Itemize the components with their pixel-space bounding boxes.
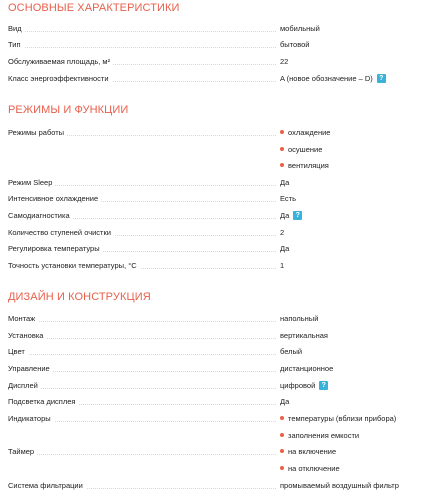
- spec-row-indicators: [0, 411, 422, 427]
- row-divider: [8, 454, 276, 455]
- spec-bullet-item: [280, 446, 336, 457]
- row-divider: [8, 354, 276, 355]
- spec-label: Режимы работы: [8, 128, 67, 137]
- help-icon[interactable]: ?: [319, 381, 328, 390]
- spec-row-control: [0, 361, 422, 377]
- spec-value: Есть: [280, 194, 297, 203]
- spec-row-color: [0, 344, 422, 360]
- spec-label: Тип: [8, 40, 24, 49]
- spec-value: Да: [280, 244, 290, 253]
- spec-value: промываемый воздушный фильтр: [280, 481, 399, 490]
- spec-row-operation-modes: [0, 125, 422, 141]
- row-divider: [8, 321, 276, 322]
- spec-label: Класс энергоэффективности: [8, 74, 112, 83]
- row-divider: [8, 388, 276, 389]
- spec-label: Индикаторы: [8, 414, 54, 423]
- spec-row-display: [0, 378, 422, 394]
- bullet-dot-icon: [280, 433, 284, 437]
- bullet-dot-icon: [280, 130, 284, 134]
- help-icon[interactable]: ?: [293, 211, 302, 220]
- spec-row-kind: [0, 37, 422, 53]
- bullet-text: охлаждение: [288, 128, 331, 137]
- spec-value: [280, 380, 328, 391]
- spec-label: Вид: [8, 24, 25, 33]
- spec-value: Да: [280, 397, 290, 406]
- row-divider: [8, 47, 276, 48]
- spec-label: Подсветка дисплея: [8, 397, 78, 406]
- spec-row-type: [0, 21, 422, 37]
- bullet-text: вентиляция: [288, 161, 329, 170]
- bullet-dot-icon: [280, 466, 284, 470]
- spec-value: белый: [280, 347, 303, 356]
- section-title-modes-functions: РЕЖИМЫ И ФУНКЦИИ: [8, 104, 129, 116]
- spec-row-mounting: [0, 311, 422, 327]
- spec-value-text: цифровой: [280, 381, 316, 390]
- spec-value: мобильный: [280, 24, 320, 33]
- spec-label: Цвет: [8, 347, 28, 356]
- spec-value: [280, 210, 302, 221]
- section-title-design-construction: ДИЗАЙН И КОНСТРУКЦИЯ: [8, 291, 151, 303]
- bullet-dot-icon: [280, 449, 284, 453]
- spec-value: напольный: [280, 314, 319, 323]
- spec-row-timer: [0, 444, 422, 460]
- bullet-text: на включение: [288, 447, 337, 456]
- spec-value-text: A (новое обозначение – D): [280, 74, 373, 83]
- spec-row-timer-cont: [0, 461, 422, 477]
- spec-row-indicators-cont: [0, 428, 422, 444]
- spec-label: Монтаж: [8, 314, 38, 323]
- spec-row-self-diagnostics: [0, 208, 422, 224]
- section-title-main-characteristics: ОСНОВНЫЕ ХАРАКТЕРИСТИКИ: [8, 2, 180, 14]
- spec-value: вертикальная: [280, 331, 328, 340]
- bullet-text: заполнения емкости: [288, 431, 360, 440]
- spec-label: Режим Sleep: [8, 178, 55, 187]
- spec-label: Точность установки температуры, °C: [8, 261, 140, 270]
- spec-value: [280, 73, 386, 84]
- spec-row-temperature-control: [0, 241, 422, 257]
- spec-row-installation: [0, 328, 422, 344]
- spec-value: дистанционное: [280, 364, 334, 373]
- spec-label: Дисплей: [8, 381, 41, 390]
- spec-value: 2: [280, 228, 285, 237]
- spec-value-text: Да: [280, 211, 290, 220]
- spec-value: 22: [280, 57, 289, 66]
- spec-label: Интенсивное охлаждение: [8, 194, 101, 203]
- bullet-text: осушение: [288, 145, 323, 154]
- spec-bullet-item: [280, 127, 330, 138]
- spec-bullet-item: [280, 144, 322, 155]
- spec-row-sleep: [0, 175, 422, 191]
- row-divider: [8, 31, 276, 32]
- spec-row-display-backlight: [0, 394, 422, 410]
- spec-row-operation-modes-cont: [0, 142, 422, 158]
- spec-row-area: [0, 54, 422, 70]
- bullet-dot-icon: [280, 416, 284, 420]
- spec-row-filtration: [0, 478, 422, 494]
- spec-label: Управление: [8, 364, 53, 373]
- spec-label: Количество ступеней очистки: [8, 228, 114, 237]
- spec-bullet-item: [280, 160, 329, 171]
- spec-row-cleaning-stages: [0, 225, 422, 241]
- bullet-text: на отключение: [288, 464, 340, 473]
- spec-label: Система фильтрации: [8, 481, 86, 490]
- help-icon[interactable]: ?: [377, 74, 386, 83]
- spec-label: Установка: [8, 331, 46, 340]
- spec-label: Регулировка температуры: [8, 244, 103, 253]
- spec-bullet-item: [280, 463, 340, 474]
- spec-row-intensive-cooling: [0, 191, 422, 207]
- spec-value: Да: [280, 178, 290, 187]
- spec-row-energy-class: [0, 71, 422, 87]
- bullet-dot-icon: [280, 147, 284, 151]
- spec-bullet-item: [280, 413, 396, 424]
- row-divider: [8, 338, 276, 339]
- spec-label: Обслуживаемая площадь, м²: [8, 57, 113, 66]
- spec-label: Таймер: [8, 447, 37, 456]
- bullet-dot-icon: [280, 163, 284, 167]
- bullet-text: температуры (вблизи прибора): [288, 414, 397, 423]
- spec-value: бытовой: [280, 40, 310, 49]
- spec-row-temperature-accuracy: [0, 258, 422, 274]
- spec-bullet-item: [280, 430, 359, 441]
- spec-label: Самодиагностика: [8, 211, 73, 220]
- spec-value: 1: [280, 261, 285, 270]
- spec-row-operation-modes-cont: [0, 158, 422, 174]
